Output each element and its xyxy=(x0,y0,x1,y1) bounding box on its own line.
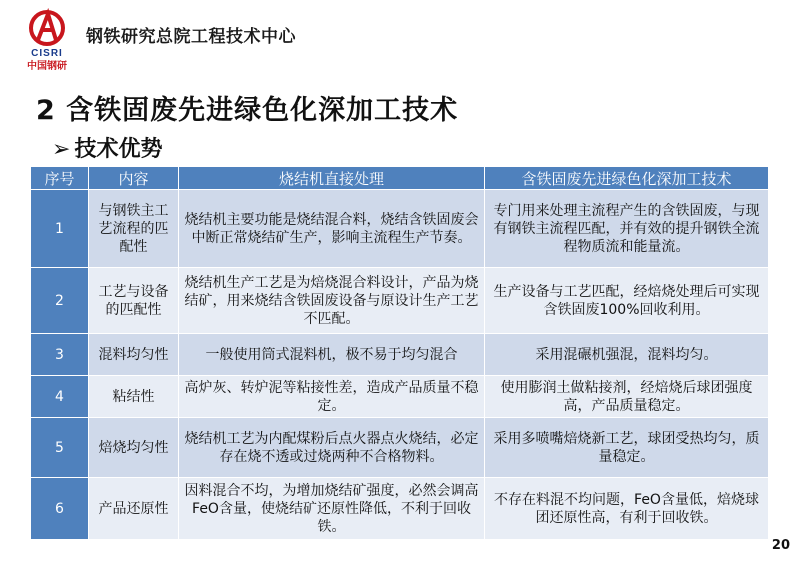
row-advanced: 生产设备与工艺匹配，经焙烧处理后可实现含铁固废100%回收利用。 xyxy=(485,268,769,334)
cisri-logo xyxy=(10,6,84,74)
row-direct: 烧结机生产工艺是为焙烧混合料设计，产品为烧结矿，用来烧结含铁固废设备与原设计生产工艺不匹配。 xyxy=(179,268,485,334)
row-num: 4 xyxy=(31,376,89,418)
row-content: 与钢铁主工艺流程的匹配性 xyxy=(89,190,179,268)
header-num: 序号 xyxy=(31,167,89,190)
row-num: 5 xyxy=(31,418,89,478)
table-header-row xyxy=(31,167,769,190)
row-num: 1 xyxy=(31,190,89,268)
table-row xyxy=(31,334,769,376)
svg-text:CISRI: CISRI xyxy=(31,48,63,59)
row-advanced: 采用混碾机强混，混料均匀。 xyxy=(485,334,769,376)
row-content: 产品还原性 xyxy=(89,478,179,540)
section-subtitle xyxy=(52,132,162,163)
row-direct: 一般使用筒式混料机，极不易于均匀混合 xyxy=(179,334,485,376)
row-advanced: 采用多喷嘴焙烧新工艺，球团受热均匀，质量稳定。 xyxy=(485,418,769,478)
row-num: 3 xyxy=(31,334,89,376)
row-content: 工艺与设备的匹配性 xyxy=(89,268,179,334)
header-content: 内容 xyxy=(89,167,179,190)
row-num: 6 xyxy=(31,478,89,540)
row-content: 焙烧均匀性 xyxy=(89,418,179,478)
row-direct: 因料混合不均，为增加烧结矿强度，必然会调高FeO含量，使烧结矿还原性降低，不利于回收铁。 xyxy=(179,478,485,540)
org-name: 钢铁研究总院工程技术中心 xyxy=(86,27,296,47)
row-direct: 烧结机工艺为内配煤粉后点火器点火烧结，必定存在烧不透或过烧两种不合格物料。 xyxy=(179,418,485,478)
advantages-table xyxy=(30,166,769,540)
row-direct: 烧结机主要功能是烧结混合料，烧结含铁固废会中断正常烧结矿生产，影响主流程生产节奏。 xyxy=(179,190,485,268)
header-direct: 烧结机直接处理 xyxy=(179,167,485,190)
row-content: 混料均匀性 xyxy=(89,334,179,376)
page-number: 20 xyxy=(771,538,790,553)
row-advanced: 专门用来处理主流程产生的含铁固废，与现有钢铁主流程匹配，并有效的提升钢铁全流程物质流和能量流。 xyxy=(485,190,769,268)
row-num: 2 xyxy=(31,268,89,334)
row-advanced: 使用膨润土做粘接剂，经焙烧后球团强度高，产品质量稳定。 xyxy=(485,376,769,418)
table-row xyxy=(31,376,769,418)
table-row xyxy=(31,478,769,540)
row-direct: 高炉灰、转炉泥等粘接性差，造成产品质量不稳定。 xyxy=(179,376,485,418)
page-title: 2 含铁固废先进绿色化深加工技术 xyxy=(36,95,459,126)
arrow-bullet-icon: ➢ xyxy=(52,137,71,162)
row-advanced: 不存在料混不均问题，FeO含量低，焙烧球团还原性高，有利于回收铁。 xyxy=(485,478,769,540)
table-row xyxy=(31,268,769,334)
header-advanced: 含铁固废先进绿色化深加工技术 xyxy=(485,167,769,190)
table-row xyxy=(31,190,769,268)
svg-text:中国钢研: 中国钢研 xyxy=(27,61,67,72)
row-content: 粘结性 xyxy=(89,376,179,418)
subtitle-text: 技术优势 xyxy=(74,137,163,162)
table-row xyxy=(31,418,769,478)
